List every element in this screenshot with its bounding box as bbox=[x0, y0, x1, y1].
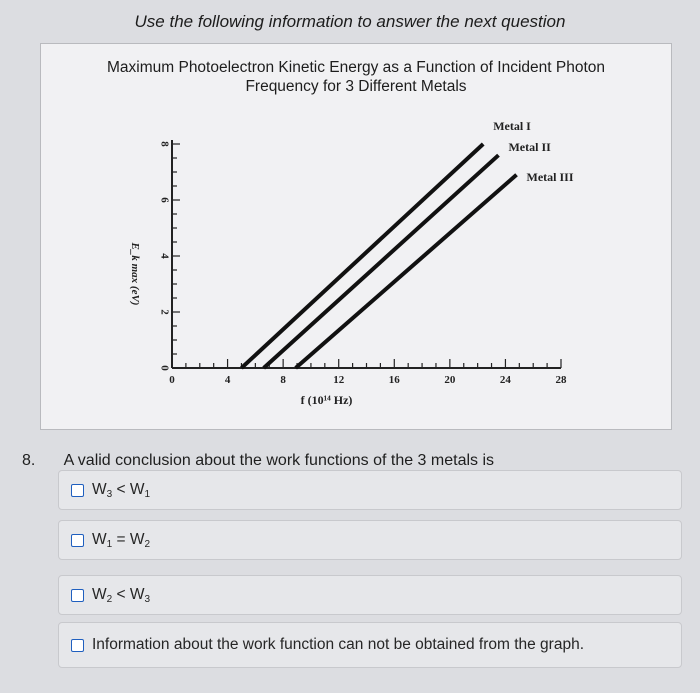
option-label: $W_3 < W_1$ bbox=[92, 480, 151, 500]
x-tick-label: 0 bbox=[169, 374, 175, 386]
y-tick-label: 6 bbox=[158, 197, 171, 203]
chart-title-line-2: Frequency for 3 Different Metals bbox=[245, 78, 467, 95]
series-label-3: Metal III bbox=[526, 169, 574, 184]
x-tick-label: 16 bbox=[388, 374, 400, 386]
figure-panel bbox=[40, 43, 672, 430]
series-line-2 bbox=[264, 155, 499, 368]
y-tick-label: 4 bbox=[158, 253, 171, 259]
option-information-not-obtainable[interactable] bbox=[58, 622, 682, 668]
y-axis-label: E_k max (eV) bbox=[129, 242, 141, 306]
x-tick-label: 20 bbox=[444, 374, 456, 386]
chart-title-line-1: Maximum Photoelectron Kinetic Energy as a Function of Incident Photon bbox=[107, 59, 605, 76]
ek-vs-frequency-chart bbox=[41, 44, 673, 431]
option-label: $W_1 = W_2$ bbox=[92, 530, 151, 550]
option-w2-less-than-w3[interactable] bbox=[58, 575, 682, 615]
question-8 bbox=[22, 452, 494, 470]
checkbox-icon[interactable] bbox=[71, 589, 84, 602]
x-tick-label: 24 bbox=[499, 374, 511, 386]
series-labels bbox=[493, 119, 574, 184]
series-line-1 bbox=[241, 144, 483, 368]
checkbox-icon[interactable] bbox=[71, 534, 84, 547]
option-w3-less-than-w1[interactable] bbox=[58, 470, 682, 510]
y-tick-label: 0 bbox=[158, 365, 171, 371]
y-tick-label: 8 bbox=[158, 141, 171, 147]
x-tick-label: 4 bbox=[224, 374, 231, 386]
x-tick-label: 12 bbox=[333, 374, 345, 386]
question-text: A valid conclusion about the work functions of the 3 metals is bbox=[63, 452, 495, 469]
tick-marks bbox=[158, 141, 567, 386]
series-line-3 bbox=[296, 175, 517, 368]
checkbox-icon[interactable] bbox=[71, 639, 84, 652]
x-tick-label: 8 bbox=[280, 374, 286, 386]
option-label: Information about the work function can not be obtained from the graph. bbox=[92, 636, 585, 653]
series-label-1: Metal I bbox=[493, 119, 531, 133]
series-label-2: Metal II bbox=[508, 140, 551, 155]
question-number: 8. bbox=[22, 452, 36, 469]
x-tick-label: 28 bbox=[555, 374, 567, 386]
series-lines bbox=[241, 144, 516, 368]
x-axis-label: f (10¹⁴ Hz) bbox=[300, 393, 353, 407]
instruction-text: Use the following information to answer the next question bbox=[134, 12, 566, 31]
checkbox-icon[interactable] bbox=[71, 484, 84, 497]
option-w1-equals-w2[interactable] bbox=[58, 520, 682, 560]
option-label: $W_2 < W_3$ bbox=[92, 585, 151, 605]
y-tick-label: 2 bbox=[158, 309, 171, 315]
